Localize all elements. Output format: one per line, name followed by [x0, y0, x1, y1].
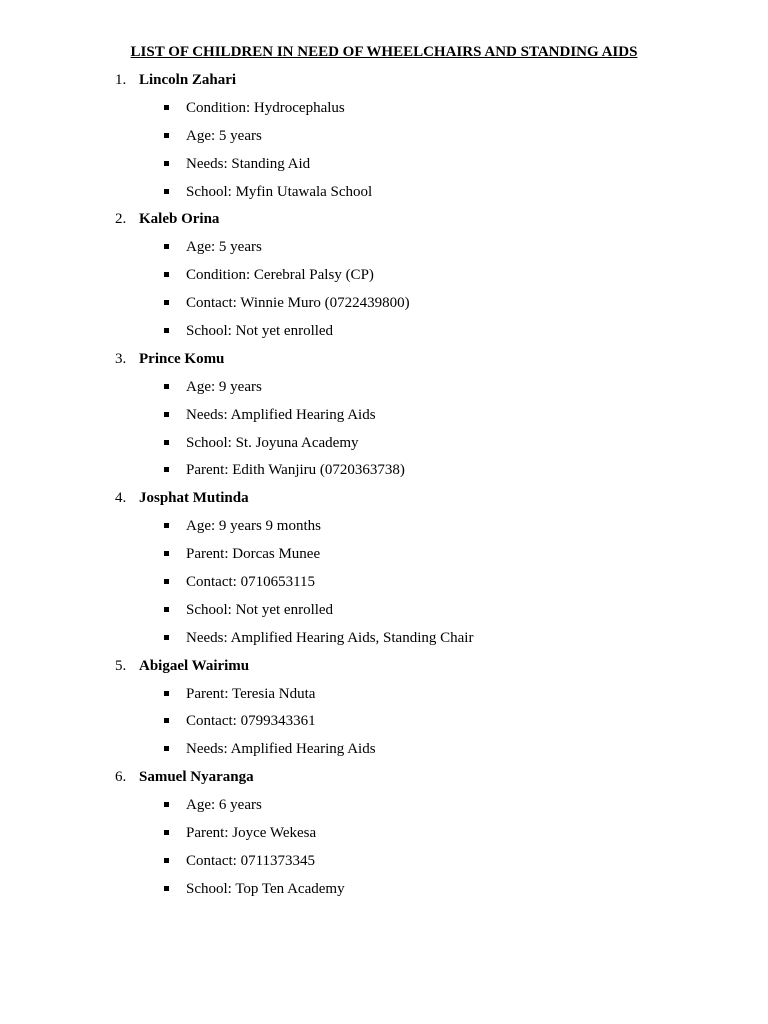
child-number: 4.: [115, 490, 127, 507]
detail-text: School: Not yet enrolled: [186, 601, 334, 618]
detail-text: Age: 9 years 9 months: [186, 518, 321, 535]
child-name: Abigael Wairimu: [139, 657, 250, 674]
square-bullet-icon: [164, 551, 169, 556]
square-bullet-icon: [164, 746, 169, 751]
detail-text: Contact: 0799343361: [186, 713, 316, 730]
detail-text: Needs: Standing Aid: [186, 155, 311, 172]
detail-text: Parent: Edith Wanjiru (0720363738): [186, 462, 405, 479]
square-bullet-icon: [164, 412, 169, 417]
square-bullet-icon: [164, 328, 169, 333]
square-bullet-icon: [164, 300, 169, 305]
detail-text: Parent: Joyce Wekesa: [186, 825, 317, 842]
child-number: 2.: [115, 211, 127, 228]
square-bullet-icon: [164, 718, 169, 723]
square-bullet-icon: [164, 440, 169, 445]
square-bullet-icon: [164, 244, 169, 249]
square-bullet-icon: [164, 272, 169, 277]
square-bullet-icon: [164, 691, 169, 696]
child-name: Lincoln Zahari: [139, 72, 237, 88]
child-name: Kaleb Orina: [139, 211, 220, 228]
square-bullet-icon: [164, 467, 169, 472]
square-bullet-icon: [164, 189, 169, 194]
detail-text: Contact: Winnie Muro (0722439800): [186, 295, 410, 312]
square-bullet-icon: [164, 579, 169, 584]
square-bullet-icon: [164, 161, 169, 166]
child-number: 5.: [115, 657, 127, 674]
child-name: Josphat Mutinda: [139, 490, 249, 507]
detail-text: Age: 9 years: [186, 378, 262, 395]
square-bullet-icon: [164, 607, 169, 612]
detail-text: School: Top Ten Academy: [186, 880, 345, 897]
detail-text: Needs: Amplified Hearing Aids: [186, 406, 376, 423]
detail-text: Condition: Cerebral Palsy (CP): [186, 267, 374, 284]
child-number: 6.: [115, 769, 127, 786]
square-bullet-icon: [164, 635, 169, 640]
detail-text: Contact: 0711373345: [186, 852, 316, 869]
detail-text: School: St. Joyuna Academy: [186, 434, 359, 451]
detail-text: Parent: Teresia Nduta: [186, 685, 316, 702]
square-bullet-icon: [164, 133, 169, 138]
square-bullet-icon: [164, 384, 169, 389]
square-bullet-icon: [164, 830, 169, 835]
square-bullet-icon: [164, 523, 169, 528]
square-bullet-icon: [164, 858, 169, 863]
square-bullet-icon: [164, 886, 169, 891]
detail-text: Contact: 0710653115: [186, 574, 316, 591]
detail-text: Parent: Dorcas Munee: [186, 546, 321, 563]
document-title: LIST OF CHILDREN IN NEED OF WHEELCHAIRS AND STANDING AIDS: [130, 44, 638, 60]
detail-text: Needs: Amplified Hearing Aids: [186, 741, 376, 758]
child-name: Samuel Nyaranga: [139, 769, 254, 786]
child-name: Prince Komu: [139, 350, 225, 367]
detail-text: School: Not yet enrolled: [186, 323, 334, 340]
child-number: 1.: [115, 72, 127, 88]
child-number: 3.: [115, 350, 127, 367]
detail-text: School: Myfin Utawala School: [186, 183, 373, 200]
detail-text: Age: 5 years: [186, 239, 262, 256]
detail-text: Condition: Hydrocephalus: [186, 99, 345, 116]
detail-text: Needs: Amplified Hearing Aids, Standing Chair: [186, 629, 474, 646]
square-bullet-icon: [164, 802, 169, 807]
detail-text: Age: 6 years: [186, 797, 262, 814]
square-bullet-icon: [164, 105, 169, 110]
detail-text: Age: 5 years: [186, 127, 262, 144]
